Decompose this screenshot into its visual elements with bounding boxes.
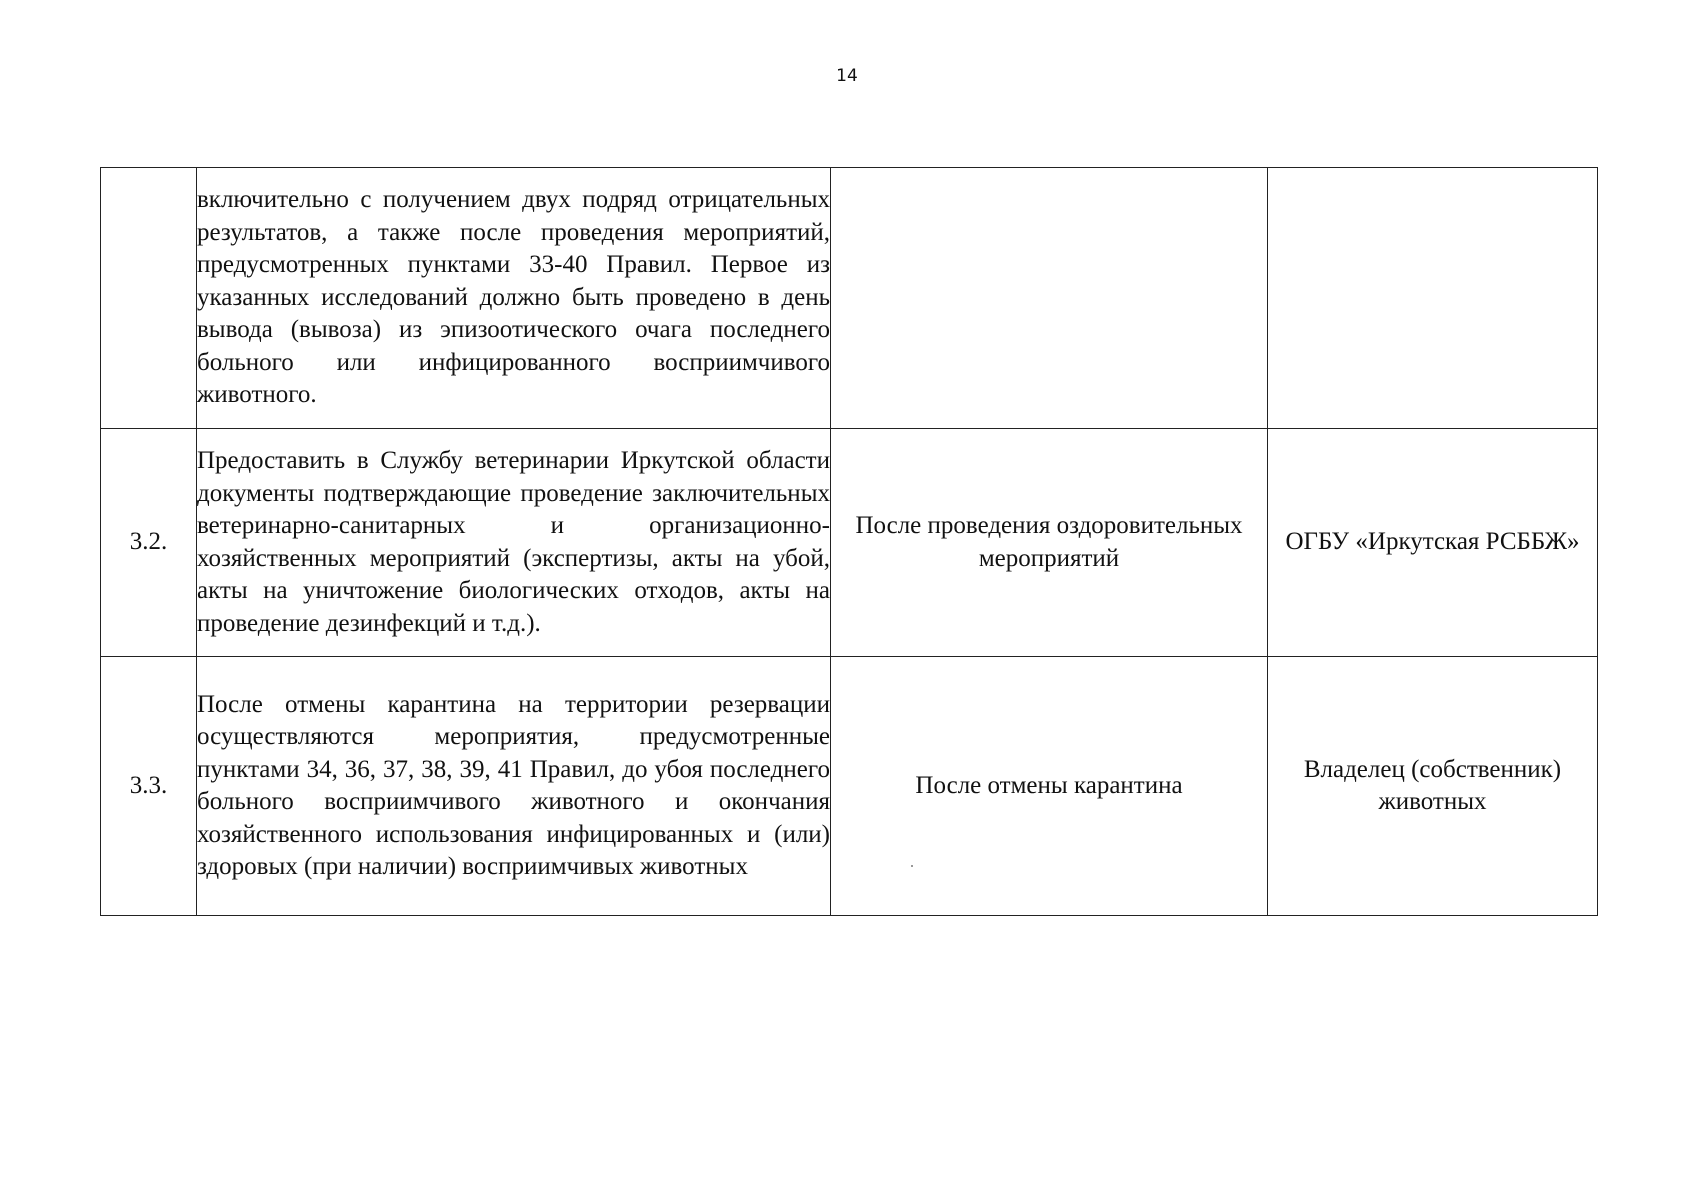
row-number-cell: 3.2. bbox=[101, 429, 197, 657]
table-row bbox=[101, 168, 1598, 429]
responsible-cell: Владелец (собственник) животных bbox=[1268, 657, 1598, 916]
responsible-cell bbox=[1268, 168, 1598, 429]
responsible-cell: ОГБУ «Иркутская РСББЖ» bbox=[1268, 429, 1598, 657]
row-number-cell bbox=[101, 168, 197, 429]
table-row bbox=[101, 657, 1598, 916]
action-cell: включительно с получением двух подряд отрицательных результатов, а также после проведения мероприятий, предусмотренных пунктами 33-40 Правил. Первое из указанных исследований должно быть проведено в день вывода (вывоза) из эпизоотического очага последнего больного или инфицированного восприимчивого животного. bbox=[197, 168, 831, 429]
term-cell: После отмены карантина bbox=[831, 657, 1268, 916]
measures-table bbox=[100, 167, 1598, 916]
term-cell bbox=[831, 168, 1268, 429]
action-cell: После отмены карантина на территории резервации осуществляются мероприятия, предусмотренные пунктами 34, 36, 37, 38, 39, 41 Правил, до убоя последнего больного восприимчивого животного и окончания хозяйственного использования инфицированных и (или) здоровых (при наличии) восприимчивых животных bbox=[197, 657, 831, 916]
action-cell: Предоставить в Службу ветеринарии Иркутской области документы подтверждающие проведение заключительных ветеринарно-санитарных и организационно-хозяйственных мероприятий (экспертизы, акты на убой, акты на уничтожение биологических отходов, акты на проведение дезинфекций и т.д.). bbox=[197, 429, 831, 657]
term-cell: После проведения оздоровительных мероприятий bbox=[831, 429, 1268, 657]
table-row bbox=[101, 429, 1598, 657]
page-number: 14 bbox=[836, 66, 858, 86]
scan-speck bbox=[911, 865, 913, 867]
row-number-cell: 3.3. bbox=[101, 657, 197, 916]
